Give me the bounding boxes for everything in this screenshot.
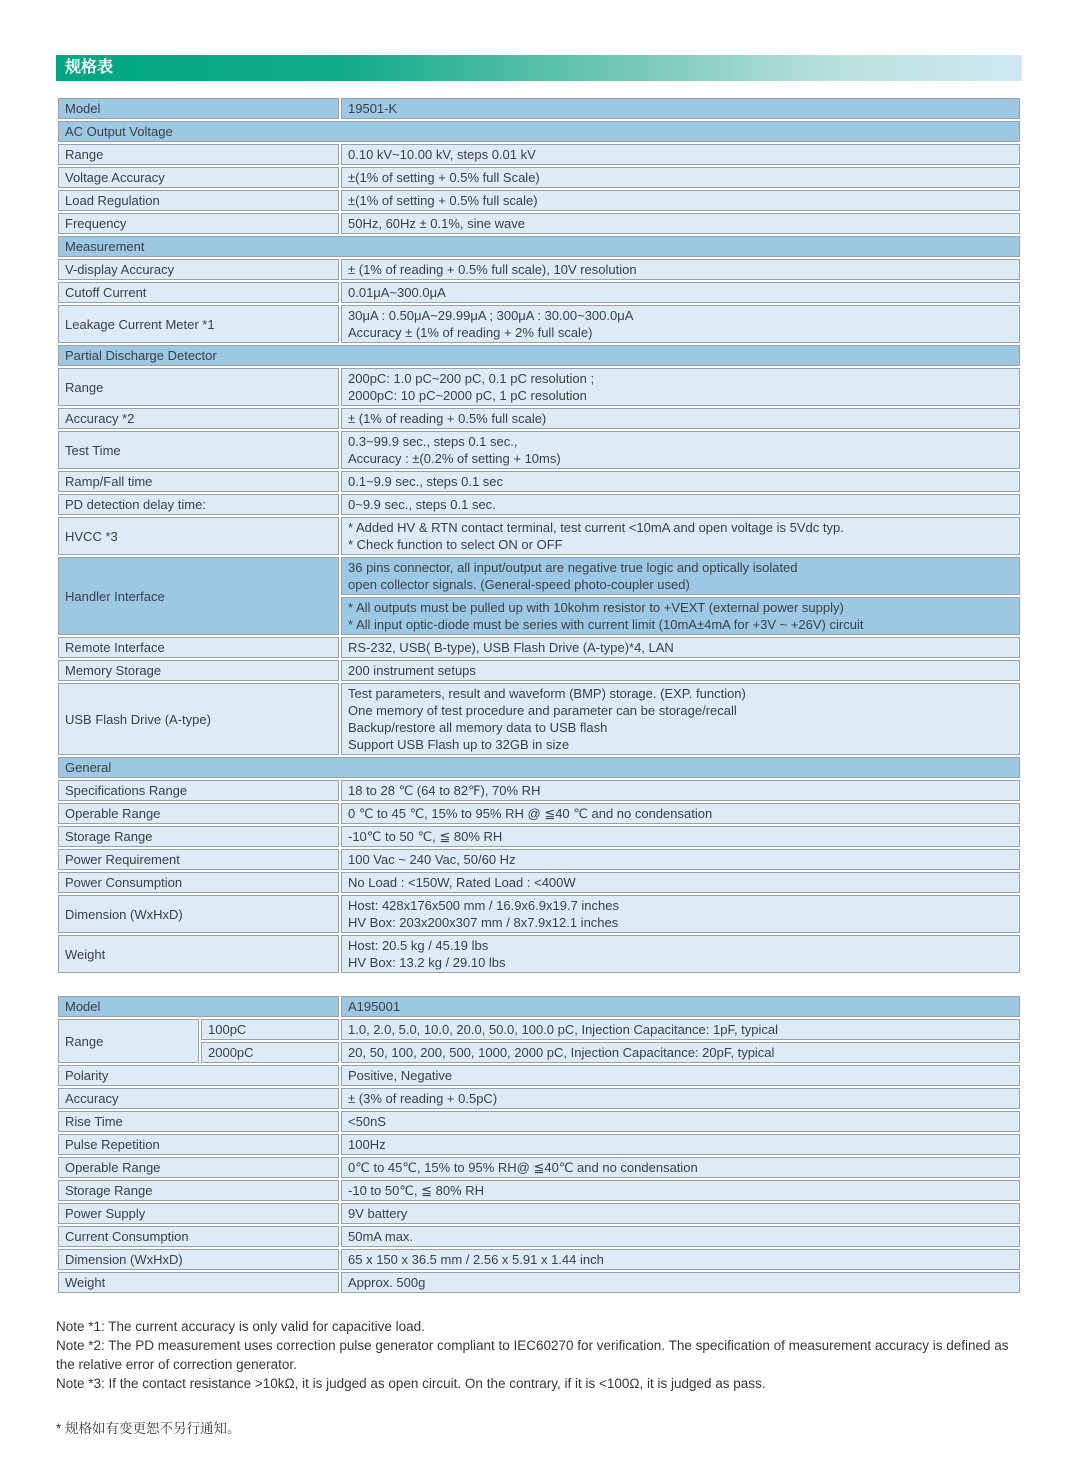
spec-value-line: 100 Vac ~ 240 Vac, 50/60 Hz — [348, 852, 516, 867]
spec-row-label: Weight — [58, 935, 339, 973]
spec-row-label: Power Consumption — [58, 872, 339, 893]
spec-row-label: Dimension (WxHxD) — [58, 895, 339, 933]
spec-row-label: Range — [58, 144, 339, 165]
spec-row — [58, 98, 1020, 119]
spec-row-label: Cutoff Current — [58, 282, 339, 303]
spec-value-line: 0~9.9 sec., steps 0.1 sec. — [348, 497, 496, 512]
spec-row — [58, 1134, 1020, 1155]
spec-row-label: Operable Range — [58, 1157, 339, 1178]
spec-value-line: HV Box: 13.2 kg / 29.10 lbs — [348, 955, 506, 970]
spec-value-line: 0.1~9.9 sec., steps 0.1 sec — [348, 474, 504, 489]
spec-value-line: 65 x 150 x 36.5 mm / 2.56 x 5.91 x 1.44 inch — [348, 1252, 604, 1267]
spec-row — [58, 1272, 1020, 1293]
spec-row-label: Power Requirement — [58, 849, 339, 870]
spec-value-cell — [341, 282, 1020, 303]
spec-row-label: Storage Range — [58, 826, 339, 847]
spec-row — [58, 517, 1020, 555]
spec-value-line: Positive, Negative — [348, 1068, 453, 1083]
spec-value-line: Accuracy : ±(0.2% of setting + 10ms) — [348, 451, 561, 466]
section-row — [58, 236, 1020, 257]
spec-row — [58, 1180, 1020, 1201]
section-row-label: General — [58, 757, 1020, 778]
spec-value-line: ±(1% of setting + 0.5% full Scale) — [348, 170, 540, 185]
spec-row-label: Specifications Range — [58, 780, 339, 801]
spec-value-line: Host: 20.5 kg / 45.19 lbs — [348, 938, 489, 953]
spec-row — [58, 637, 1020, 658]
spec-value-cell — [341, 1019, 1020, 1040]
spec-value-cell — [341, 1249, 1020, 1270]
spec-value-cell — [341, 803, 1020, 824]
spec-value-cell — [341, 471, 1020, 492]
section-row — [58, 345, 1020, 366]
spec-value-cell — [341, 597, 1020, 635]
notes-block — [56, 1317, 1022, 1393]
spec-value-cell — [341, 517, 1020, 555]
spec-row-label: Model — [58, 996, 339, 1017]
spec-value-line: -10 to 50℃, ≦ 80% RH — [348, 1183, 485, 1198]
spec-value-cell — [341, 408, 1020, 429]
spec-value-line: 30μA : 0.50μA~29.99μA ; 300μA : 30.00~300.0μA — [348, 308, 634, 323]
spec-value-cell — [341, 895, 1020, 933]
section-row — [58, 121, 1020, 142]
spec-row-label: Remote Interface — [58, 637, 339, 658]
spec-table-accessory — [56, 994, 1022, 1295]
spec-value-line: open collector signals. (General-speed photo-coupler used) — [348, 577, 690, 592]
spec-value-line: Accuracy ± (1% of reading + 2% full scale) — [348, 325, 593, 340]
spec-row-label: Memory Storage — [58, 660, 339, 681]
spec-value-cell — [341, 826, 1020, 847]
spec-value-line: 0.3~99.9 sec., steps 0.1 sec., — [348, 434, 518, 449]
spec-row — [58, 1111, 1020, 1132]
section-row-label: Measurement — [58, 236, 1020, 257]
spec-value-line: 0.01μA~300.0μA — [348, 285, 446, 300]
spec-value-cell — [341, 996, 1020, 1017]
spec-table-main — [56, 96, 1022, 975]
spec-row — [58, 471, 1020, 492]
spec-value-cell — [341, 1042, 1020, 1063]
spec-row-label: USB Flash Drive (A-type) — [58, 683, 339, 755]
spec-value-cell — [341, 1088, 1020, 1109]
spec-row — [58, 1019, 1020, 1040]
spec-subrange-label: 2000pC — [201, 1042, 339, 1063]
spec-value-line: 19501-K — [348, 101, 398, 116]
spec-value-line: * Added HV & RTN contact terminal, test current <10mA and open voltage is 5Vdc typ. — [348, 520, 844, 535]
spec-value-cell — [341, 935, 1020, 973]
spec-row-label: Range — [58, 1019, 199, 1063]
spec-value-line: One memory of test procedure and parameter can be storage/recall — [348, 703, 737, 718]
spec-value-cell — [341, 1226, 1020, 1247]
spec-value-cell — [341, 660, 1020, 681]
spec-value-line: 0 ℃ to 45 ℃, 15% to 95% RH @ ≦40 ℃ and no condensation — [348, 806, 713, 821]
spec-value-line: 200 instrument setups — [348, 663, 476, 678]
spec-value-line: ± (3% of reading + 0.5pC) — [348, 1091, 498, 1106]
spec-value-line: * All input optic-diode must be series with current limit (10mA±4mA for +3V ~ +26V) circuit — [348, 617, 864, 632]
spec-row-label: HVCC *3 — [58, 517, 339, 555]
spec-value-line: 2000pC: 10 pC~2000 pC, 1 pC resolution — [348, 388, 587, 403]
spec-value-cell — [341, 167, 1020, 188]
note-3: Note *3: If the contact resistance >10kΩ, it is judged as open circuit. On the contrary, if it is <100Ω, it is judged as pass. — [56, 1376, 766, 1391]
spec-row — [58, 660, 1020, 681]
spec-row — [58, 259, 1020, 280]
spec-subrange-label: 100pC — [201, 1019, 339, 1040]
spec-value-cell — [341, 368, 1020, 406]
spec-value-cell — [341, 849, 1020, 870]
spec-value-line: Backup/restore all memory data to USB flash — [348, 720, 608, 735]
spec-row — [58, 282, 1020, 303]
spec-value-cell — [341, 780, 1020, 801]
spec-row — [58, 935, 1020, 973]
spec-row-label: PD detection delay time: — [58, 494, 339, 515]
spec-row — [58, 803, 1020, 824]
spec-value-line: 50Hz, 60Hz ± 0.1%, sine wave — [348, 216, 525, 231]
spec-row — [58, 1203, 1020, 1224]
spec-row-label: Polarity — [58, 1065, 339, 1086]
spec-value-line: HV Box: 203x200x307 mm / 8x7.9x12.1 inches — [348, 915, 619, 930]
spec-value-cell — [341, 1065, 1020, 1086]
spec-value-cell — [341, 190, 1020, 211]
spec-row-label: Frequency — [58, 213, 339, 234]
spec-row-label: Power Supply — [58, 1203, 339, 1224]
spec-value-line: 0.10 kV~10.00 kV, steps 0.01 kV — [348, 147, 536, 162]
spec-row-label: Dimension (WxHxD) — [58, 1249, 339, 1270]
spec-value-cell — [341, 872, 1020, 893]
spec-value-line: Support USB Flash up to 32GB in size — [348, 737, 570, 752]
spec-row — [58, 826, 1020, 847]
spec-row — [58, 849, 1020, 870]
spec-value-cell — [341, 1134, 1020, 1155]
spec-row — [58, 144, 1020, 165]
spec-value-line: * All outputs must be pulled up with 10kohm resistor to +VEXT (external power supply) — [348, 600, 844, 615]
spec-value-line: 36 pins connector, all input/output are negative true logic and optically isolated — [348, 560, 798, 575]
spec-value-cell — [341, 305, 1020, 343]
section-title-bar — [56, 55, 1022, 81]
spec-row-label: Operable Range — [58, 803, 339, 824]
spec-row-label: Weight — [58, 1272, 339, 1293]
spec-value-line: 200pC: 1.0 pC~200 pC, 0.1 pC resolution ; — [348, 371, 595, 386]
spec-value-line: 50mA max. — [348, 1229, 414, 1244]
spec-value-cell — [341, 637, 1020, 658]
spec-row-label: Accuracy *2 — [58, 408, 339, 429]
spec-row — [58, 408, 1020, 429]
spec-value-line: ±(1% of setting + 0.5% full scale) — [348, 193, 538, 208]
spec-row — [58, 167, 1020, 188]
spec-value-line: * Check function to select ON or OFF — [348, 537, 563, 552]
spec-row — [58, 996, 1020, 1017]
spec-value-cell — [341, 98, 1020, 119]
spec-value-line: Test parameters, result and waveform (BMP) storage. (EXP. function) — [348, 686, 746, 701]
spec-row-label: Storage Range — [58, 1180, 339, 1201]
disclaimer-text: * 规格如有变更恕不另行通知。 — [56, 1421, 241, 1436]
spec-value-line: 0℃ to 45℃, 15% to 95% RH@ ≦40℃ and no condensation — [348, 1160, 698, 1175]
spec-value-line: RS-232, USB( B-type), USB Flash Drive (A-type)*4, LAN — [348, 640, 674, 655]
spec-value-line: 20, 50, 100, 200, 500, 1000, 2000 pC, Injection Capacitance: 20pF, typical — [348, 1045, 775, 1060]
spec-value-line: 18 to 28 ℃ (64 to 82℉), 70% RH — [348, 783, 541, 798]
spec-value-line: Host: 428x176x500 mm / 16.9x6.9x19.7 inches — [348, 898, 619, 913]
spec-row-label: Leakage Current Meter *1 — [58, 305, 339, 343]
spec-row — [58, 190, 1020, 211]
spec-value-line: 9V battery — [348, 1206, 408, 1221]
spec-value-cell — [341, 144, 1020, 165]
spec-value-cell — [341, 1157, 1020, 1178]
spec-row — [58, 305, 1020, 343]
spec-value-cell — [341, 1111, 1020, 1132]
spec-row — [58, 1088, 1020, 1109]
spec-row — [58, 1042, 1020, 1063]
spec-row-label: V-display Accuracy — [58, 259, 339, 280]
spec-row-label: Voltage Accuracy — [58, 167, 339, 188]
spec-row — [58, 213, 1020, 234]
spec-row — [58, 872, 1020, 893]
spec-row — [58, 557, 1020, 595]
spec-value-line: No Load : <150W, Rated Load : <400W — [348, 875, 576, 890]
section-row-label: AC Output Voltage — [58, 121, 1020, 142]
spec-value-cell — [341, 683, 1020, 755]
spec-row — [58, 1157, 1020, 1178]
note-2: Note *2: The PD measurement uses correction pulse generator compliant to IEC60270 for verification. The specification of measurement accuracy is defined as the relative error of correction generator. — [56, 1338, 1009, 1372]
spec-row-label: Ramp/Fall time — [58, 471, 339, 492]
spec-value-line: ± (1% of reading + 0.5% full scale), 10V resolution — [348, 262, 637, 277]
spec-value-cell — [341, 494, 1020, 515]
spec-row — [58, 780, 1020, 801]
spec-row-label: Handler Interface — [58, 557, 339, 635]
spec-row — [58, 1065, 1020, 1086]
spec-row-label: Pulse Repetition — [58, 1134, 339, 1155]
spec-row-label: Load Regulation — [58, 190, 339, 211]
spec-value-line: -10℃ to 50 ℃, ≦ 80% RH — [348, 829, 503, 844]
note-1: Note *1: The current accuracy is only valid for capacitive load. — [56, 1319, 425, 1334]
spec-row — [58, 368, 1020, 406]
spec-value-cell — [341, 213, 1020, 234]
spec-value-cell — [341, 1203, 1020, 1224]
spec-value-line: 100Hz — [348, 1137, 386, 1152]
spec-value-cell — [341, 431, 1020, 469]
spec-row — [58, 1249, 1020, 1270]
spec-value-line: A195001 — [348, 999, 401, 1014]
spec-row-label: Accuracy — [58, 1088, 339, 1109]
page-title: 规格表 — [65, 59, 114, 76]
spec-row-label: Model — [58, 98, 339, 119]
section-row — [58, 757, 1020, 778]
spec-value-line: ± (1% of reading + 0.5% full scale) — [348, 411, 547, 426]
spec-value-cell — [341, 1180, 1020, 1201]
spec-row — [58, 895, 1020, 933]
spec-row-label: Rise Time — [58, 1111, 339, 1132]
spec-value-line: Approx. 500g — [348, 1275, 426, 1290]
spec-value-cell — [341, 259, 1020, 280]
spec-value-cell — [341, 557, 1020, 595]
spec-row-label: Test Time — [58, 431, 339, 469]
spec-value-cell — [341, 1272, 1020, 1293]
spec-value-line: 1.0, 2.0, 5.0, 10.0, 20.0, 50.0, 100.0 pC, Injection Capacitance: 1pF, typical — [348, 1022, 779, 1037]
spec-row — [58, 431, 1020, 469]
spec-row-label: Current Consumption — [58, 1226, 339, 1247]
section-row-label: Partial Discharge Detector — [58, 345, 1020, 366]
spec-row — [58, 494, 1020, 515]
spec-row-label: Range — [58, 368, 339, 406]
spec-row — [58, 1226, 1020, 1247]
spec-value-line: <50nS — [348, 1114, 386, 1129]
spec-row — [58, 683, 1020, 755]
